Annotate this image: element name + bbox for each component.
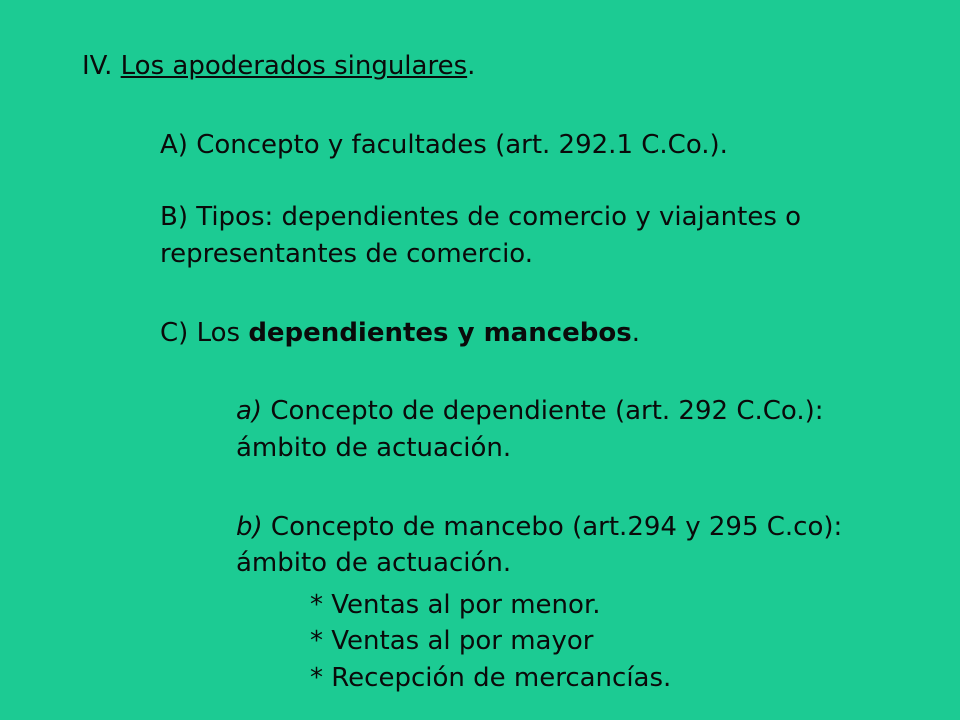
sub-item-a-marker: a) <box>236 396 263 426</box>
item-b-line-1: B) Tipos: dependientes de comercio y viajantes o <box>160 202 802 232</box>
item-c <box>160 315 640 351</box>
item-b-line-2: representantes de comercio. <box>160 239 534 269</box>
bullet-wholesale: * Ventas al por mayor <box>310 626 594 656</box>
item-c-prefix: C) Los <box>160 318 249 348</box>
item-c-bold: dependientes y mancebos <box>248 318 632 348</box>
sub-item-a-text: Concepto de dependiente (art. 292 C.Co.): <box>262 396 824 426</box>
section-heading <box>82 48 475 84</box>
sub-item-a-line-1 <box>236 393 824 429</box>
sub-item-b-text: Concepto de mancebo (art.294 y 295 C.co): <box>262 512 843 542</box>
sub-item-a-line-2: ámbito de actuación. <box>236 433 512 463</box>
bullet-reception: * Recepción de mercancías. <box>310 663 672 693</box>
heading-number: IV. <box>82 51 121 81</box>
heading-title: Los apoderados singulares <box>120 51 468 81</box>
item-a: A) Concepto y facultades (art. 292.1 C.Co.). <box>160 130 728 160</box>
sub-item-b-line-1 <box>236 509 842 545</box>
sub-item-b-marker: b) <box>236 512 263 542</box>
item-c-period: . <box>631 318 640 348</box>
heading-period: . <box>467 51 476 81</box>
sub-item-b-line-2: ámbito de actuación. <box>236 548 512 578</box>
bullet-retail: * Ventas al por menor. <box>310 590 601 620</box>
